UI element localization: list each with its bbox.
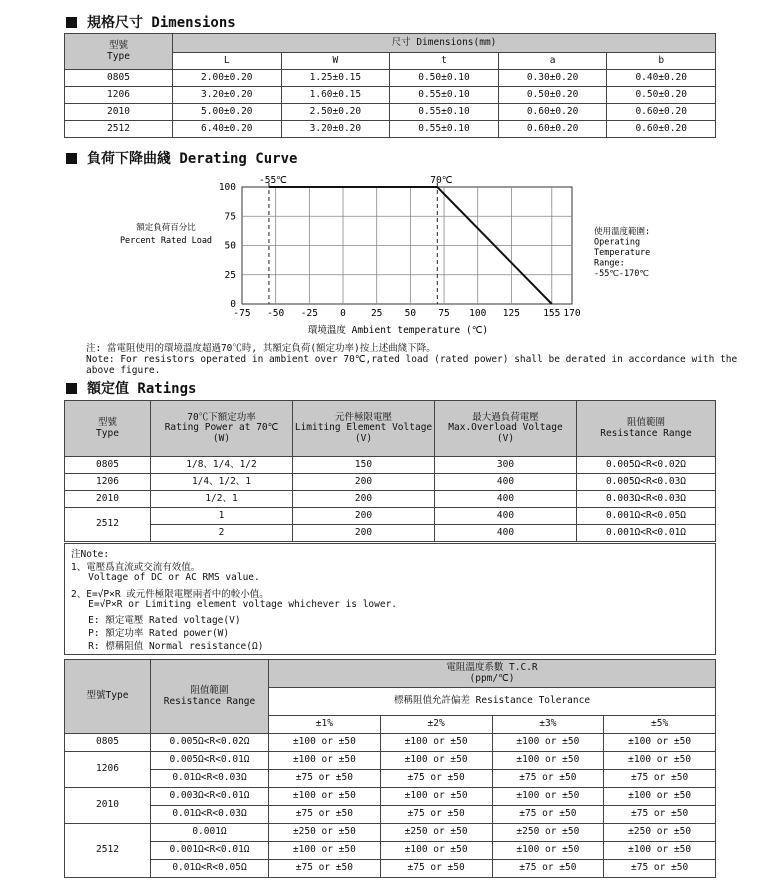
- table-cell: ±100 or ±50: [604, 752, 716, 770]
- x-tick-label: -25: [300, 308, 318, 319]
- table-cell: 1/4、1/2、1: [151, 474, 293, 491]
- table-cell: 1206: [65, 87, 173, 104]
- ratings-title: 額定值 Ratings: [87, 381, 197, 397]
- table-row: [65, 457, 716, 474]
- table-cell: 0.60±0.20: [498, 104, 607, 121]
- table-cell: ±250 or ±50: [492, 824, 604, 842]
- table-cell: ±100 or ±50: [269, 752, 381, 770]
- table-cell: ±100 or ±50: [492, 788, 604, 806]
- ratings-header-en: Limiting Element Voltage: [294, 422, 433, 434]
- table-cell: 6.40±0.20: [173, 121, 282, 138]
- note-line: 2、E=√P×R 或元件極限電壓兩者中的較小值。: [71, 588, 269, 600]
- y-tick-label: 25: [224, 269, 236, 281]
- ratings-header-en: Max.Overload Voltage: [448, 422, 563, 434]
- y-tick-label: 0: [230, 299, 236, 310]
- type-header-en: Type: [107, 50, 130, 62]
- ratings-header-en: Type: [96, 427, 119, 439]
- dim-size-header: 尺寸 Dimensions(mm): [173, 34, 716, 53]
- ratings-header: [65, 401, 151, 457]
- table-cell: 2512: [65, 121, 173, 138]
- tolerance-header: 標稱阻值允許偏差 Resistance Tolerance: [269, 688, 716, 716]
- ratings-header-unit: (V): [496, 432, 515, 444]
- derating-note-en-2: above figure.: [86, 365, 161, 376]
- note-line: E: 額定電壓 Rated voltage(V): [71, 615, 241, 626]
- table-cell: 1.25±0.15: [281, 70, 390, 87]
- tcr-type-header: 型號Type: [65, 660, 151, 734]
- tolerance-col-header: ±3%: [492, 716, 604, 734]
- table-row: [65, 788, 716, 806]
- table-cell: ±250 or ±50: [269, 824, 381, 842]
- operating-range-label: Temperature: [594, 248, 651, 258]
- ratings-header: [151, 401, 293, 457]
- tcr-header-2: (ppm/℃): [469, 672, 515, 684]
- note-line: 1、電壓爲直流或交流有效值。: [71, 562, 201, 574]
- table-cell: ±250 or ±50: [380, 824, 492, 842]
- operating-range-label: 使用溫度範圍:: [594, 227, 651, 237]
- table-cell: ±100 or ±50: [380, 734, 492, 752]
- table-cell: ±75 or ±50: [492, 860, 604, 878]
- table-cell: 0.003Ω<R<0.03Ω: [577, 491, 716, 508]
- table-row: [65, 734, 716, 752]
- annotation-label: -55℃: [259, 175, 287, 186]
- table-cell: 2512: [65, 508, 151, 542]
- table-cell: 0.001Ω<R<0.01Ω: [577, 525, 716, 542]
- x-tick-label: 170: [563, 308, 581, 319]
- table-cell: 0.50±0.20: [607, 87, 716, 104]
- table-cell: 400: [435, 491, 577, 508]
- table-cell: 3.20±0.20: [281, 121, 390, 138]
- table-cell: 0805: [65, 70, 173, 87]
- table-cell: ±100 or ±50: [269, 734, 381, 752]
- table-cell: ±100 or ±50: [492, 752, 604, 770]
- derating-note-cn: 注: 當電阻使用的環境溫度超過70℃時, 其額定負荷(額定功率)按上述曲綫下降。: [86, 343, 436, 354]
- table-row: [65, 752, 716, 770]
- dim-col-header: W: [281, 53, 390, 70]
- table-cell: ±75 or ±50: [492, 770, 604, 788]
- note-line: E=√P×R or Limiting element voltage whichever is lower.: [71, 598, 398, 610]
- table-cell: ±100 or ±50: [380, 842, 492, 860]
- x-tick-label: -75: [233, 308, 251, 319]
- type-header-cn: 型號: [108, 40, 128, 52]
- table-cell: ±75 or ±50: [604, 860, 716, 878]
- ratings-header: [293, 401, 435, 457]
- tcr-header: [269, 660, 716, 688]
- note-line: Voltage of DC or AC RMS value.: [71, 572, 260, 584]
- range-header-cn: 阻值範圍: [190, 685, 229, 697]
- table-cell: 150: [293, 457, 435, 474]
- table-cell: 0.50±0.10: [390, 70, 499, 87]
- table-cell: 0.01Ω<R<0.03Ω: [151, 806, 269, 824]
- table-cell: 200: [293, 491, 435, 508]
- table-cell: ±100 or ±50: [492, 734, 604, 752]
- derating-title: 負荷下降曲綫 Derating Curve: [87, 151, 298, 167]
- table-cell: 400: [435, 508, 577, 525]
- table-cell: ±75 or ±50: [492, 806, 604, 824]
- table-row: [65, 860, 716, 878]
- table-cell: 1: [151, 508, 293, 525]
- table-cell: ±100 or ±50: [604, 788, 716, 806]
- table-cell: 0.005Ω<R<0.02Ω: [577, 457, 716, 474]
- table-cell: ±100 or ±50: [604, 734, 716, 752]
- table-cell: 2: [151, 525, 293, 542]
- table-cell: 0.005Ω<R<0.03Ω: [577, 474, 716, 491]
- dim-col-header: L: [173, 53, 282, 70]
- table-cell: ±75 or ±50: [380, 770, 492, 788]
- table-cell: ±75 or ±50: [380, 806, 492, 824]
- tolerance-col-header: ±5%: [604, 716, 716, 734]
- table-cell: 0.01Ω<R<0.05Ω: [151, 860, 269, 878]
- ratings-header-en: Resistance Range: [600, 427, 692, 439]
- table-cell: ±100 or ±50: [380, 788, 492, 806]
- table-row: [65, 806, 716, 824]
- table-cell: 1206: [65, 474, 151, 491]
- table-cell: 1/8、1/4、1/2: [151, 457, 293, 474]
- x-tick-label: 125: [502, 308, 520, 319]
- table-cell: 0.001Ω<R<0.01Ω: [151, 842, 269, 860]
- ratings-table: [64, 400, 716, 542]
- table-cell: ±75 or ±50: [380, 860, 492, 878]
- ratings-header-cn: 元件極限電壓: [334, 411, 392, 423]
- table-cell: 200: [293, 525, 435, 542]
- y-tick-label: 75: [224, 211, 236, 223]
- dimensions-title: 規格尺寸 Dimensions: [87, 15, 236, 31]
- y-tick-label: 100: [218, 182, 236, 193]
- table-cell: 1206: [65, 752, 151, 788]
- table-row: [65, 842, 716, 860]
- operating-range-label: -55℃-170℃: [594, 269, 649, 279]
- table-cell: ±75 or ±50: [269, 860, 381, 878]
- x-tick-label: 50: [404, 308, 417, 319]
- note-line: P: 額定功率 Rated power(W): [71, 628, 230, 640]
- table-cell: 0.55±0.10: [390, 104, 499, 121]
- table-cell: 1/2、1: [151, 491, 293, 508]
- table-cell: ±75 or ±50: [604, 770, 716, 788]
- x-tick-label: 75: [438, 308, 450, 319]
- table-cell: 0.60±0.20: [607, 121, 716, 138]
- range-header-en: Resistance Range: [163, 695, 256, 707]
- ratings-header-cn: 型號: [97, 417, 117, 429]
- chart-xlabel: 環境溫度 Ambient temperature (℃): [307, 325, 489, 336]
- table-cell: ±250 or ±50: [604, 824, 716, 842]
- dim-col-header: a: [498, 53, 607, 70]
- table-cell: 1.60±0.15: [281, 87, 390, 104]
- tcr-table: [64, 659, 716, 878]
- ratings-header: [577, 401, 716, 457]
- table-cell: ±75 or ±50: [604, 806, 716, 824]
- ratings-header: [435, 401, 577, 457]
- tolerance-col-header: ±1%: [269, 716, 381, 734]
- table-cell: 400: [435, 474, 577, 491]
- operating-range-label: Operating: [594, 237, 641, 248]
- table-row: [65, 824, 716, 842]
- table-cell: 0.55±0.10: [390, 87, 499, 104]
- table-cell: 0.01Ω<R<0.03Ω: [151, 770, 269, 788]
- table-cell: 0.003Ω<R<0.01Ω: [151, 788, 269, 806]
- chart-ylabel-cn: 額定負荷百分比: [136, 223, 196, 233]
- table-cell: ±100 or ±50: [269, 842, 381, 860]
- table-cell: ±75 or ±50: [269, 770, 381, 788]
- tolerance-col-header: ±2%: [380, 716, 492, 734]
- x-tick-label: 0: [340, 308, 346, 319]
- ratings-header-unit: (W): [212, 432, 231, 444]
- x-tick-label: -50: [267, 308, 285, 319]
- x-tick-label: 25: [370, 308, 383, 319]
- table-cell: ±100 or ±50: [492, 842, 604, 860]
- table-cell: 0.005Ω<R<0.01Ω: [151, 752, 269, 770]
- table-cell: 0805: [65, 457, 151, 474]
- note-line: 注Note:: [71, 549, 110, 560]
- x-tick-label: 155: [543, 308, 561, 319]
- table-cell: ±100 or ±50: [604, 842, 716, 860]
- table-cell: 200: [293, 508, 435, 525]
- table-cell: ±100 or ±50: [269, 788, 381, 806]
- table-cell: 0.30±0.20: [498, 70, 607, 87]
- table-cell: 2.50±0.20: [281, 104, 390, 121]
- table-cell: 0.005Ω<R<0.02Ω: [151, 734, 269, 752]
- ratings-header-en: Rating Power at 70℃: [164, 422, 279, 434]
- tcr-range-header: [151, 660, 269, 734]
- table-cell: 0.001Ω: [151, 824, 269, 842]
- note-line: R: 標稱阻值 Normal resistance(Ω): [71, 641, 264, 653]
- table-cell: 2512: [65, 824, 151, 878]
- derating-note-en-1: Note: For resistors operated in ambient over 70℃,rated load (rated power) shall be derated in accordance with the: [86, 354, 738, 365]
- ratings-header-cn: 阻值範圍: [626, 417, 665, 429]
- table-cell: 0.55±0.10: [390, 121, 499, 138]
- table-cell: 0.50±0.20: [498, 87, 607, 104]
- table-row: [65, 474, 716, 491]
- square-bullet-icon: [66, 383, 77, 394]
- tcr-header-1: 電阻溫度系數 T.C.R: [446, 662, 538, 674]
- table-row: [65, 491, 716, 508]
- dim-col-header: t: [390, 53, 499, 70]
- table-cell: 2010: [65, 788, 151, 824]
- ratings-notes: [64, 543, 716, 655]
- ratings-heading: [66, 378, 196, 398]
- ratings-header-cn: 最大過負荷電壓: [472, 411, 539, 423]
- ratings-header-cn: 70℃下額定功率: [187, 411, 256, 423]
- table-cell: 2010: [65, 491, 151, 508]
- table-cell: 0.60±0.20: [607, 104, 716, 121]
- annotation-label: 70℃: [430, 175, 453, 186]
- table-row: [65, 525, 716, 542]
- table-cell: 400: [435, 525, 577, 542]
- dim-col-header: b: [607, 53, 716, 70]
- ratings-header-unit: (V): [354, 432, 373, 444]
- table-cell: 300: [435, 457, 577, 474]
- table-cell: 5.00±0.20: [173, 104, 282, 121]
- table-cell: ±100 or ±50: [380, 752, 492, 770]
- chart-ylabel-en: Percent Rated Load: [119, 236, 213, 246]
- operating-range-label: Range:: [594, 258, 625, 269]
- y-tick-label: 50: [224, 240, 236, 252]
- table-cell: 3.20±0.20: [173, 87, 282, 104]
- table-cell: 0.001Ω<R<0.05Ω: [577, 508, 716, 525]
- table-cell: 0805: [65, 734, 151, 752]
- table-cell: ±75 or ±50: [269, 806, 381, 824]
- table-cell: 2010: [65, 104, 173, 121]
- table-row: [65, 770, 716, 788]
- table-cell: 2.00±0.20: [173, 70, 282, 87]
- table-cell: 200: [293, 474, 435, 491]
- table-row: [65, 508, 716, 525]
- table-cell: 0.60±0.20: [498, 121, 607, 138]
- table-cell: 0.40±0.20: [607, 70, 716, 87]
- x-tick-label: 100: [469, 308, 487, 319]
